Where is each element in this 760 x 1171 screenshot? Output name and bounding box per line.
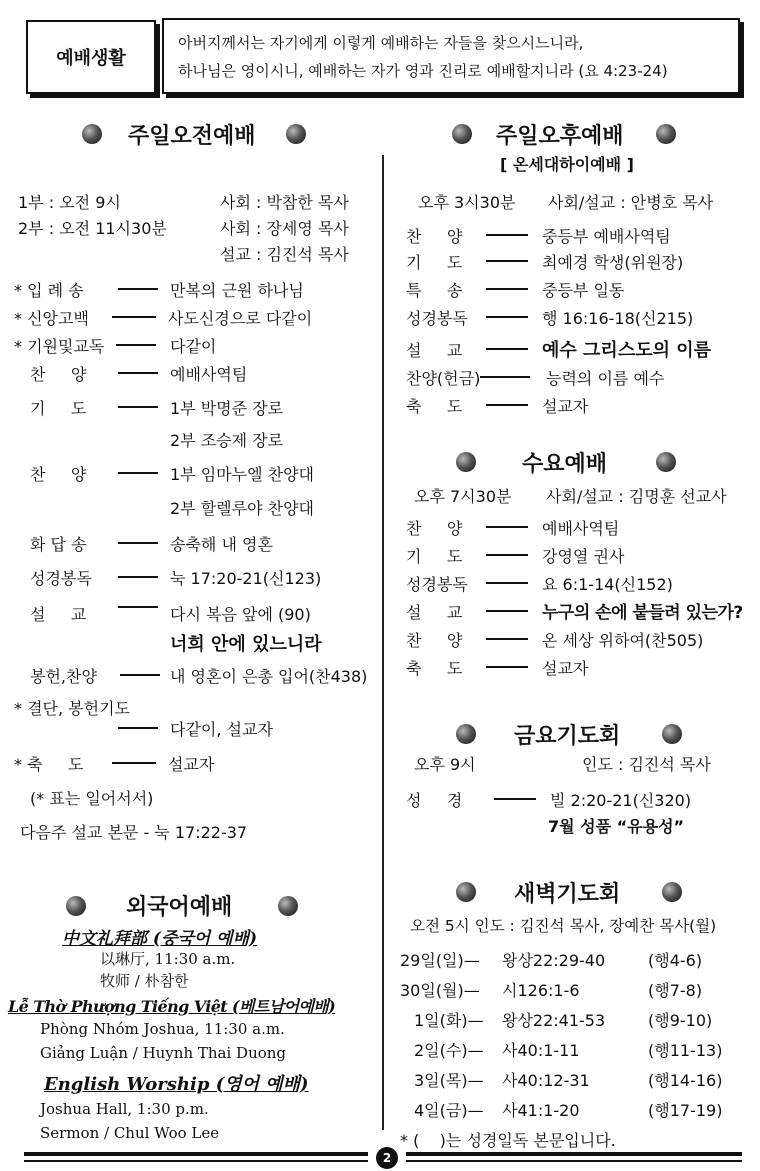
order-value: 최예경 학생(위원장) <box>542 253 684 272</box>
leader-line <box>486 234 528 236</box>
leader-line <box>486 666 528 668</box>
order-label: 축 도 <box>406 659 463 678</box>
leader-line <box>118 727 158 729</box>
leader-line <box>486 554 528 556</box>
header-verse <box>162 18 740 94</box>
friday-title: 금요기도회 <box>514 724 621 749</box>
order-label: * 입 례 송 <box>14 281 84 300</box>
bullet-ball-icon <box>662 882 682 902</box>
leader-line <box>480 376 530 378</box>
order-label: 화 답 송 <box>30 535 87 554</box>
dawn-day: 4일(금)— <box>414 1101 484 1120</box>
order-label: 봉헌,찬양 <box>30 667 97 686</box>
order-label: * 결단, 봉헌기도 <box>14 699 130 718</box>
leader-line <box>486 638 528 640</box>
leader-line <box>486 316 528 318</box>
dawn-day: 29일(일)— <box>400 951 480 970</box>
order-label: 찬 양 <box>406 631 463 650</box>
leader-line <box>118 288 158 290</box>
dawn-day: 3일(목)— <box>414 1071 484 1090</box>
bullet-ball-icon <box>82 124 102 144</box>
monthly-character: 7월 성품 “유용성” <box>548 817 685 836</box>
friday-role: 인도 : 김진석 목사 <box>582 755 711 774</box>
morning-s1-role: 사회 : 박참한 목사 <box>220 193 349 212</box>
leader-line <box>118 576 158 578</box>
chinese-service-title: 中文礼拜部 (중국어 예배) <box>62 929 258 949</box>
page-number: 2 <box>376 1147 398 1169</box>
order-value: 행 16:16-18(신215) <box>542 309 694 328</box>
bullet-ball-icon <box>66 896 86 916</box>
order-label: 설 교 <box>406 603 463 622</box>
dawn-reading: (행9-10) <box>648 1011 713 1030</box>
chinese-location: 以琳厅, 11:30 a.m. <box>100 950 236 968</box>
footer-rule <box>24 1152 368 1156</box>
afternoon-time: 오후 3시30분 <box>418 193 516 212</box>
friday-time: 오후 9시 <box>414 755 476 774</box>
morning-title: 주일오전예배 <box>128 124 256 149</box>
standing-note: (* 표는 일어서서) <box>30 789 154 808</box>
order-value: 다시 복음 앞에 (90) <box>170 605 311 624</box>
leader-line <box>118 406 158 408</box>
dawn-title: 새벽기도회 <box>514 882 621 907</box>
order-label: * 축 도 <box>14 755 84 774</box>
order-value: 설교자 <box>168 755 215 774</box>
next-week-text: 다음주 설교 본문 - 눅 17:22-37 <box>20 823 248 842</box>
dawn-text: 왕상22:29-40 <box>502 951 606 970</box>
morning-preacher: 설교 : 김진석 목사 <box>220 245 349 264</box>
bullet-ball-icon <box>278 896 298 916</box>
leader-line <box>486 526 528 528</box>
order-label: 찬 양 <box>30 465 87 484</box>
vietnamese-preacher: Giảng Luận / Huynh Thai Duong <box>40 1044 287 1062</box>
dawn-reading: (행17-19) <box>648 1101 723 1120</box>
order-value: 설교자 <box>542 397 589 416</box>
order-label: 성 경 <box>406 791 463 810</box>
order-label: 기 도 <box>406 547 463 566</box>
dawn-reading: (행14-16) <box>648 1071 723 1090</box>
leader-line <box>486 288 528 290</box>
morning-s1-time: 1부 : 오전 9시 <box>18 193 121 212</box>
order-value: 다같이 <box>170 337 217 356</box>
afternoon-sermon-title: 예수 그리스도의 이름 <box>542 340 712 361</box>
wednesday-sermon-title: 누구의 손에 붙들려 있는가? <box>542 603 743 623</box>
order-label: * 기원및교독 <box>14 337 105 356</box>
leader-line <box>116 344 156 346</box>
order-value: 예배사역팀 <box>542 519 620 538</box>
bullet-ball-icon <box>286 124 306 144</box>
order-label: 특 송 <box>406 281 463 300</box>
order-value: 1부 임마누엘 찬양대 <box>170 465 314 484</box>
dawn-text: 왕상22:41-53 <box>502 1011 606 1030</box>
order-value: 1부 박명준 장로 <box>170 399 284 418</box>
dawn-text: 시126:1-6 <box>502 981 580 1000</box>
dawn-note: * ( )는 성경일독 본문입니다. <box>400 1131 616 1150</box>
leader-line <box>494 798 536 800</box>
order-label: 설 교 <box>406 341 463 360</box>
english-service-title: English Worship (영어 예배) <box>44 1074 309 1095</box>
dawn-text: 사40:1-11 <box>502 1041 580 1060</box>
vietnamese-location: Phòng Nhóm Joshua, 11:30 a.m. <box>40 1020 285 1038</box>
leader-line <box>486 610 528 612</box>
order-value: 송축해 내 영혼 <box>170 535 273 554</box>
verse-line-2: 하나님은 영이시니, 예배하는 자가 영과 진리로 예배할지니라 (요 4:23-24) <box>178 62 668 80</box>
order-value: 강영열 권사 <box>542 547 625 566</box>
leader-line <box>486 260 528 262</box>
order-value: 빌 2:20-21(신320) <box>550 791 692 810</box>
verse-line-1: 아버지께서는 자기에게 이렇게 예배하는 자들을 찾으시느니라, <box>178 34 584 52</box>
sermon-title: 너희 안에 있느니라 <box>170 634 322 655</box>
dawn-info: 오전 5시 인도 : 김진석 목사, 장예찬 목사(월) <box>410 917 717 935</box>
order-label: 기 도 <box>30 399 87 418</box>
afternoon-subtitle: [ 온세대하이예배 ] <box>500 155 634 174</box>
leader-line <box>486 582 528 584</box>
leader-line <box>486 404 528 406</box>
afternoon-title: 주일오후예배 <box>496 124 624 149</box>
footer-rule <box>406 1152 742 1156</box>
column-divider <box>382 155 384 1130</box>
bullet-ball-icon <box>452 124 472 144</box>
wednesday-title: 수요예배 <box>522 452 608 477</box>
order-value: 다같이, 설교자 <box>170 720 273 739</box>
dawn-day: 2일(수)— <box>414 1041 484 1060</box>
dawn-day: 30일(월)— <box>400 981 480 1000</box>
bullet-ball-icon <box>456 452 476 472</box>
leader-line <box>118 372 158 374</box>
leader-line <box>112 316 156 318</box>
vietnamese-service-title: Lễ Thờ Phượng Tiếng Việt (베트남어예배) <box>8 997 336 1016</box>
bullet-ball-icon <box>456 724 476 744</box>
order-label: 찬 양 <box>406 227 463 246</box>
leader-line <box>112 762 156 764</box>
dawn-reading: (행4-6) <box>648 951 703 970</box>
order-value: 2부 조승제 장로 <box>170 431 284 450</box>
order-label: 성경봉독 <box>406 309 468 328</box>
order-value: 내 영혼이 은총 입어(찬438) <box>170 667 368 686</box>
order-value: 능력의 이름 예수 <box>546 369 665 388</box>
order-value: 2부 할렐루야 찬양대 <box>170 499 314 518</box>
order-value: 설교자 <box>542 659 589 678</box>
english-location: Joshua Hall, 1:30 p.m. <box>40 1100 209 1118</box>
dawn-reading: (행11-13) <box>648 1041 723 1060</box>
footer-rule <box>406 1160 742 1162</box>
order-value: 눅 17:20-21(신123) <box>170 569 322 588</box>
order-value: 사도신경으로 다같이 <box>168 309 313 328</box>
dawn-text: 사40:12-31 <box>502 1071 590 1090</box>
order-value: 온 세상 위하여(찬505) <box>542 631 704 650</box>
order-value: 요 6:1-14(신152) <box>542 575 673 594</box>
order-label: 설 교 <box>30 605 87 624</box>
dawn-text: 사41:1-20 <box>502 1101 580 1120</box>
order-label: 성경봉독 <box>30 569 92 588</box>
afternoon-role: 사회/설교 : 안병호 목사 <box>548 193 714 212</box>
foreign-title: 외국어예배 <box>126 895 233 920</box>
bullet-ball-icon <box>456 882 476 902</box>
order-label: 기 도 <box>406 253 463 272</box>
order-label: 축 도 <box>406 397 463 416</box>
morning-s2-time: 2부 : 오전 11시30분 <box>18 219 167 238</box>
order-label: 성경봉독 <box>406 575 468 594</box>
footer-rule <box>24 1160 368 1162</box>
order-label: * 신앙고백 <box>14 309 89 328</box>
dawn-day: 1일(화)— <box>414 1011 484 1030</box>
english-preacher: Sermon / Chul Woo Lee <box>40 1124 220 1142</box>
leader-line <box>118 606 158 608</box>
section-label: 예배생활 <box>26 20 156 94</box>
bullet-ball-icon <box>656 452 676 472</box>
order-value: 중등부 예배사역팀 <box>542 227 671 246</box>
order-label: 찬 양 <box>406 519 463 538</box>
order-label: 찬양(헌금) <box>406 369 481 388</box>
bullet-ball-icon <box>656 124 676 144</box>
bullet-ball-icon <box>662 724 682 744</box>
order-value: 예배사역팀 <box>170 365 248 384</box>
leader-line <box>118 472 158 474</box>
order-value: 중등부 일동 <box>542 281 625 300</box>
chinese-pastor: 牧师 / 朴참한 <box>100 972 189 990</box>
wednesday-role: 사회/설교 : 김명훈 선교사 <box>546 487 727 506</box>
order-label: 찬 양 <box>30 365 87 384</box>
wednesday-time: 오후 7시30분 <box>414 487 512 506</box>
dawn-reading: (행7-8) <box>648 981 703 1000</box>
order-value: 만복의 근원 하나님 <box>170 281 304 300</box>
leader-line <box>486 348 528 350</box>
morning-s2-role: 사회 : 장세영 목사 <box>220 219 349 238</box>
leader-line <box>120 674 160 676</box>
leader-line <box>118 542 158 544</box>
